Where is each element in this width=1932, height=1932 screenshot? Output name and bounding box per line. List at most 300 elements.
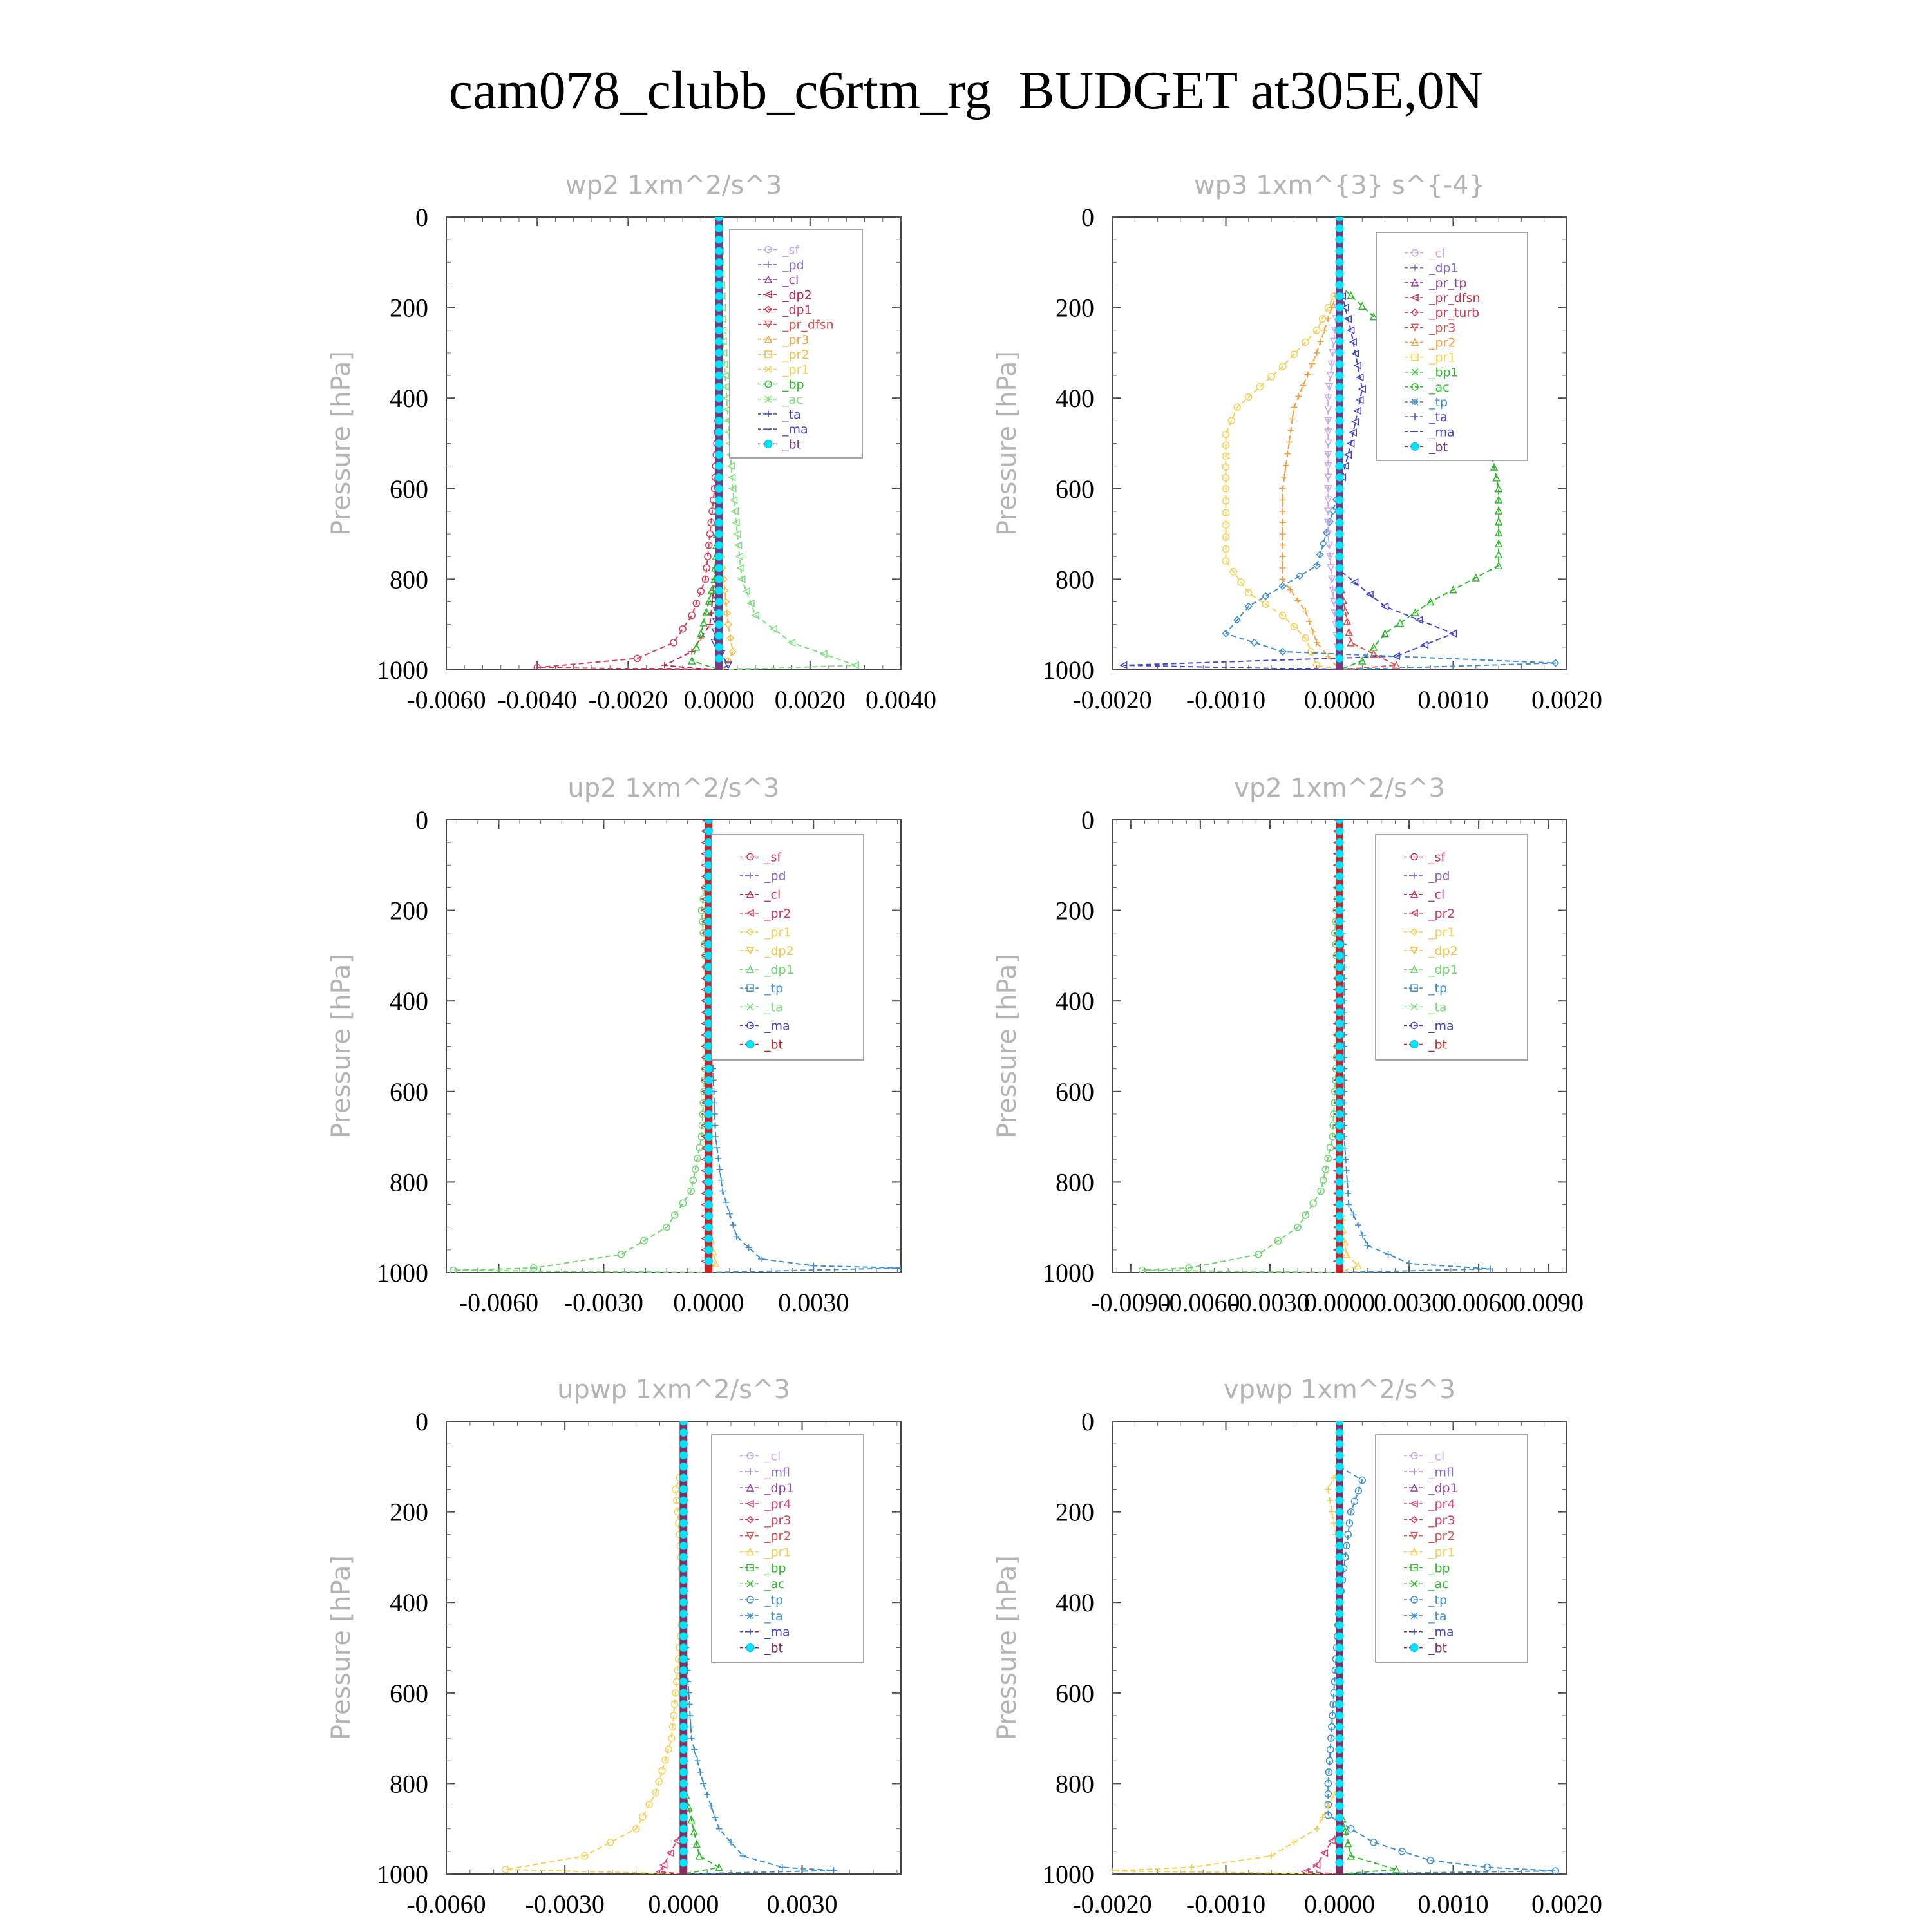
legend-marker bbox=[1410, 1040, 1418, 1048]
data-point bbox=[716, 1826, 723, 1832]
y-axis-label: Pressure [hPa] bbox=[327, 351, 356, 536]
data-point bbox=[715, 327, 723, 334]
data-point bbox=[1336, 440, 1343, 448]
data-point bbox=[1336, 564, 1343, 572]
legend bbox=[1376, 835, 1528, 1060]
data-point bbox=[1289, 415, 1296, 422]
panel-3 bbox=[327, 773, 904, 1317]
legend-entry: _tp bbox=[1429, 395, 1448, 410]
x-tick-label: 0.0000 bbox=[683, 685, 755, 714]
data-point bbox=[679, 1723, 687, 1731]
legend-entry: _pr1 bbox=[764, 1545, 791, 1560]
data-point bbox=[715, 258, 723, 266]
data-point bbox=[1189, 1864, 1195, 1870]
y-axis-label: Pressure [hPa] bbox=[327, 954, 356, 1139]
data-point bbox=[898, 1265, 904, 1271]
panel-6 bbox=[992, 1375, 1602, 1918]
data-point bbox=[679, 1621, 687, 1629]
data-point bbox=[1280, 520, 1286, 526]
data-point bbox=[1336, 1088, 1343, 1095]
legend-entry: _ac bbox=[1429, 380, 1450, 395]
legend-entry: _pr3 bbox=[1429, 321, 1456, 336]
y-tick-label: 200 bbox=[390, 896, 428, 925]
data-point bbox=[679, 1667, 687, 1674]
data-point bbox=[1336, 292, 1343, 300]
legend-entry: _bp bbox=[764, 1561, 786, 1576]
data-point bbox=[679, 1814, 687, 1821]
x-tick-label: 0.0060 bbox=[1443, 1288, 1515, 1317]
panel-5 bbox=[327, 1375, 901, 1918]
legend-entry: _dp2 bbox=[782, 288, 812, 303]
data-point bbox=[715, 496, 723, 504]
data-point bbox=[1336, 236, 1343, 243]
data-point bbox=[679, 1712, 687, 1719]
data-point bbox=[1325, 1803, 1331, 1810]
y-tick-label: 400 bbox=[390, 987, 428, 1016]
legend bbox=[1376, 1435, 1528, 1662]
data-point bbox=[1336, 1848, 1343, 1855]
x-tick-label: 0.0000 bbox=[673, 1288, 744, 1317]
panel-title: vp2 1xm^2/s^3 bbox=[1234, 773, 1445, 803]
data-point bbox=[1280, 565, 1286, 571]
data-point bbox=[1336, 1257, 1343, 1265]
data-point bbox=[1336, 315, 1343, 323]
legend-entry: _ac bbox=[1428, 1577, 1449, 1592]
y-tick-label: 200 bbox=[1056, 896, 1094, 925]
data-point bbox=[1336, 1485, 1343, 1493]
data-point bbox=[1336, 428, 1343, 436]
data-point bbox=[672, 1212, 678, 1218]
legend-entry: _bp1 bbox=[1429, 365, 1459, 380]
y-tick-label: 1000 bbox=[1043, 1860, 1094, 1889]
legend bbox=[730, 229, 862, 458]
data-point bbox=[679, 1598, 687, 1606]
panel-title: upwp 1xm^2/s^3 bbox=[557, 1375, 790, 1405]
data-point bbox=[1336, 838, 1343, 846]
y-axis-label: Pressure [hPa] bbox=[992, 954, 1022, 1139]
legend-entry: _dp1 bbox=[1428, 1481, 1458, 1496]
data-point bbox=[679, 626, 686, 632]
data-point bbox=[1336, 1825, 1343, 1833]
data-point bbox=[1262, 593, 1269, 600]
data-point bbox=[1348, 639, 1354, 646]
data-point bbox=[1336, 1235, 1343, 1242]
legend-marker bbox=[1411, 1613, 1417, 1619]
data-point bbox=[1336, 1633, 1343, 1640]
y-tick-label: 400 bbox=[390, 384, 428, 413]
data-point bbox=[700, 1780, 706, 1786]
data-point bbox=[1336, 360, 1343, 368]
data-point bbox=[679, 1768, 687, 1776]
data-point bbox=[715, 417, 723, 424]
legend-entry: _pr_dfsn bbox=[1429, 291, 1481, 305]
data-point bbox=[718, 1177, 724, 1184]
data-point bbox=[1336, 1110, 1343, 1118]
legend-entry: _pr2 bbox=[764, 906, 791, 921]
data-point bbox=[1336, 451, 1343, 459]
data-point bbox=[1336, 609, 1343, 617]
series-line-pr1 bbox=[1112, 1466, 1340, 1874]
data-point bbox=[715, 609, 723, 617]
data-point bbox=[679, 1644, 687, 1652]
panel-1 bbox=[327, 171, 936, 714]
y-tick-label: 800 bbox=[1056, 1168, 1094, 1197]
x-tick-label: -0.0030 bbox=[525, 1889, 605, 1918]
data-point bbox=[1336, 1531, 1343, 1539]
series-line-tp bbox=[1226, 489, 1556, 670]
data-point bbox=[705, 1133, 712, 1141]
legend-entry: _pr4 bbox=[764, 1497, 791, 1511]
data-point bbox=[1283, 462, 1289, 469]
data-point bbox=[679, 1633, 687, 1640]
legend-entry: _tp bbox=[764, 981, 784, 996]
data-point bbox=[679, 1508, 687, 1516]
legend-entry: _dp2 bbox=[764, 944, 794, 958]
legend-entry: _pr2 bbox=[782, 348, 810, 363]
data-point bbox=[1280, 363, 1286, 370]
data-point bbox=[717, 1166, 723, 1173]
data-point bbox=[679, 1564, 687, 1572]
data-point bbox=[705, 1122, 712, 1130]
data-point bbox=[1329, 1837, 1335, 1844]
data-point bbox=[1329, 1509, 1335, 1515]
data-point bbox=[1355, 1222, 1361, 1228]
legend-entry: _dp2 bbox=[1428, 944, 1458, 958]
data-point bbox=[715, 462, 723, 470]
data-point bbox=[1336, 519, 1343, 527]
data-point bbox=[697, 588, 704, 594]
data-point bbox=[1291, 404, 1297, 410]
y-tick-label: 0 bbox=[1081, 806, 1094, 835]
data-point bbox=[1336, 1519, 1343, 1527]
data-point bbox=[1336, 496, 1343, 504]
data-point bbox=[679, 1746, 687, 1754]
data-point bbox=[1280, 497, 1286, 503]
data-point bbox=[1336, 1212, 1343, 1220]
data-point bbox=[1336, 281, 1343, 289]
data-point bbox=[1305, 372, 1311, 378]
legend-entry: _bt bbox=[782, 437, 802, 452]
data-point bbox=[831, 1867, 837, 1873]
data-point bbox=[1336, 997, 1343, 1005]
y-tick-label: 200 bbox=[1056, 293, 1094, 323]
legend-entry: _pd bbox=[782, 258, 804, 272]
data-point bbox=[715, 621, 723, 629]
legend-entry: _ta bbox=[1428, 1000, 1447, 1015]
data-point bbox=[1280, 553, 1286, 560]
data-point bbox=[701, 620, 707, 626]
series-line-dp1 bbox=[453, 865, 708, 1273]
y-tick-label: 1000 bbox=[377, 1860, 428, 1889]
legend-entry: _pr_tp bbox=[1429, 276, 1467, 290]
legend-entry: _cl bbox=[782, 273, 799, 288]
data-point bbox=[670, 639, 677, 646]
data-point bbox=[1295, 393, 1302, 399]
data-point bbox=[1325, 406, 1331, 413]
legend-entry: _ta bbox=[764, 1000, 783, 1015]
data-point bbox=[1336, 907, 1343, 914]
data-point bbox=[705, 1257, 712, 1265]
panel-4 bbox=[992, 773, 1584, 1317]
x-tick-label: -0.0020 bbox=[1072, 1889, 1152, 1918]
data-point bbox=[1336, 1587, 1343, 1595]
panel-title: wp3 1xm^{3} s^{-4} bbox=[1193, 171, 1486, 200]
data-point bbox=[1336, 929, 1343, 937]
data-point bbox=[679, 1848, 687, 1855]
legend-entry: _pr3 bbox=[782, 332, 810, 347]
x-tick-label: 0.0020 bbox=[774, 685, 846, 714]
data-point bbox=[1318, 338, 1324, 345]
data-point bbox=[715, 643, 723, 651]
data-point bbox=[1352, 1498, 1358, 1504]
data-point bbox=[691, 1747, 697, 1753]
data-point bbox=[1336, 816, 1343, 824]
data-point bbox=[1336, 884, 1343, 891]
data-point bbox=[715, 304, 723, 312]
data-point bbox=[688, 1724, 694, 1730]
legend-entry: _dp1 bbox=[1428, 963, 1458, 978]
data-point bbox=[679, 1678, 687, 1685]
data-point bbox=[1345, 1202, 1352, 1208]
data-point bbox=[694, 1757, 701, 1764]
x-tick-label: 0.0000 bbox=[1304, 1288, 1375, 1317]
data-point bbox=[1325, 1486, 1331, 1492]
data-point bbox=[1336, 1712, 1343, 1719]
y-tick-label: 600 bbox=[390, 474, 428, 504]
data-point bbox=[1223, 558, 1229, 564]
data-point bbox=[715, 654, 723, 662]
data-point bbox=[705, 1235, 712, 1242]
legend-entry: _bt bbox=[1428, 1641, 1448, 1656]
data-point bbox=[1336, 1065, 1343, 1073]
data-point bbox=[1336, 1452, 1343, 1459]
data-point bbox=[696, 1853, 703, 1859]
legend-entry: _bt bbox=[1429, 440, 1448, 455]
data-point bbox=[1336, 1167, 1343, 1175]
legend-marker bbox=[1412, 399, 1418, 405]
data-point bbox=[679, 1689, 687, 1697]
data-point bbox=[1336, 1757, 1343, 1765]
data-point bbox=[679, 1429, 687, 1437]
data-point bbox=[1336, 1746, 1343, 1754]
legend-entry: _pd bbox=[764, 869, 786, 884]
x-tick-label: 0.0000 bbox=[1304, 685, 1375, 714]
data-point bbox=[1280, 486, 1286, 492]
data-point bbox=[679, 1836, 687, 1844]
data-point bbox=[1336, 213, 1343, 221]
data-point bbox=[679, 1417, 687, 1425]
legend-entry: _cl bbox=[764, 887, 781, 902]
legend-entry: _ma bbox=[1428, 1625, 1454, 1640]
data-point bbox=[1336, 383, 1343, 391]
data-point bbox=[1327, 1497, 1333, 1504]
data-point bbox=[752, 612, 759, 619]
y-tick-label: 600 bbox=[1056, 474, 1094, 504]
data-point bbox=[679, 1757, 687, 1765]
legend-entry: _pr3 bbox=[1428, 1513, 1455, 1528]
y-tick-label: 400 bbox=[390, 1588, 428, 1618]
data-point bbox=[1336, 1610, 1343, 1618]
data-point bbox=[639, 1814, 646, 1820]
data-point bbox=[1336, 895, 1343, 903]
x-tick-label: -0.0030 bbox=[1230, 1288, 1310, 1317]
data-point bbox=[679, 1803, 687, 1810]
x-tick-label: 0.0030 bbox=[1374, 1288, 1445, 1317]
y-axis-label: Pressure [hPa] bbox=[992, 1555, 1022, 1740]
legend-entry: _pr1 bbox=[1428, 1545, 1455, 1560]
data-point bbox=[1296, 573, 1303, 579]
x-tick-label: 0.0030 bbox=[766, 1889, 838, 1918]
x-tick-label: -0.0060 bbox=[459, 1288, 539, 1317]
data-point bbox=[1286, 439, 1293, 445]
y-tick-label: 400 bbox=[1056, 1588, 1094, 1618]
legend-entry: _bt bbox=[764, 1037, 784, 1052]
x-tick-label: -0.0030 bbox=[564, 1288, 644, 1317]
data-point bbox=[715, 428, 723, 436]
data-point bbox=[1336, 873, 1343, 880]
data-point bbox=[679, 1474, 687, 1482]
legend-entry: _cl bbox=[1429, 246, 1446, 261]
x-tick-label: -0.0010 bbox=[1186, 685, 1266, 714]
data-point bbox=[1336, 1009, 1343, 1016]
data-point bbox=[679, 1200, 686, 1206]
y-tick-label: 1000 bbox=[377, 656, 428, 685]
legend-entry: _ma bbox=[782, 422, 808, 437]
legend-entry: _ta bbox=[1428, 1609, 1447, 1624]
data-point bbox=[712, 1133, 719, 1140]
data-point bbox=[743, 588, 750, 594]
data-point bbox=[1287, 427, 1294, 433]
data-point bbox=[1343, 1168, 1350, 1174]
legend-entry: _pr2 bbox=[764, 1529, 791, 1544]
data-point bbox=[705, 1144, 712, 1152]
data-point bbox=[679, 1779, 687, 1787]
legend-marker bbox=[1410, 1644, 1418, 1652]
data-point bbox=[715, 372, 723, 379]
legend-entry: _pr4 bbox=[1428, 1497, 1455, 1511]
y-tick-label: 200 bbox=[1056, 1497, 1094, 1527]
x-tick-label: -0.0020 bbox=[588, 685, 668, 714]
data-point bbox=[1268, 374, 1274, 380]
data-point bbox=[1336, 270, 1343, 278]
data-point bbox=[1336, 1859, 1343, 1866]
series-line-pr1 bbox=[506, 1466, 683, 1874]
data-point bbox=[715, 542, 723, 549]
legend-entry: _tp bbox=[1428, 981, 1448, 996]
data-point bbox=[1109, 1868, 1115, 1874]
legend bbox=[712, 1435, 864, 1662]
legend-entry: _sf bbox=[764, 850, 782, 865]
data-point bbox=[1336, 1246, 1343, 1254]
data-point bbox=[1336, 1836, 1343, 1844]
data-point bbox=[1336, 1155, 1343, 1163]
data-point bbox=[1336, 587, 1343, 594]
x-tick-label: -0.0020 bbox=[1072, 685, 1152, 714]
data-point bbox=[1336, 1417, 1343, 1425]
legend-entry: _cl bbox=[764, 1449, 781, 1464]
data-point bbox=[679, 1485, 687, 1493]
legend-entry: _dp1 bbox=[782, 303, 812, 317]
data-point bbox=[715, 360, 723, 368]
legend-entry: _tp bbox=[1428, 1593, 1448, 1608]
data-point bbox=[1336, 1734, 1343, 1742]
x-tick-label: 0.0020 bbox=[1531, 685, 1602, 714]
data-point bbox=[1294, 597, 1301, 603]
data-point bbox=[1336, 1019, 1343, 1027]
data-point bbox=[715, 530, 723, 538]
data-point bbox=[1251, 639, 1258, 646]
data-point bbox=[1336, 542, 1343, 549]
legend-entry: _bt bbox=[764, 1641, 784, 1656]
data-point bbox=[661, 1862, 667, 1868]
data-point bbox=[679, 1734, 687, 1742]
data-point bbox=[679, 1655, 687, 1663]
legend-entry: _pr1 bbox=[1428, 925, 1455, 940]
data-point bbox=[705, 1201, 712, 1209]
legend-marker bbox=[765, 396, 772, 402]
data-point bbox=[1336, 485, 1343, 493]
data-point bbox=[1336, 575, 1343, 583]
data-point bbox=[1321, 327, 1327, 334]
data-point bbox=[1336, 1099, 1343, 1106]
y-tick-label: 0 bbox=[1081, 1407, 1094, 1436]
y-tick-label: 1000 bbox=[1043, 656, 1094, 685]
data-point bbox=[1281, 474, 1287, 480]
data-point bbox=[1310, 1200, 1316, 1206]
legend-entry: _dp1 bbox=[764, 1481, 794, 1496]
legend-marker bbox=[746, 1644, 754, 1652]
data-point bbox=[719, 1188, 726, 1194]
data-point bbox=[715, 236, 723, 243]
legend-entry: _sf bbox=[1428, 850, 1446, 865]
data-point bbox=[679, 1576, 687, 1584]
data-point bbox=[1336, 1803, 1343, 1810]
data-point bbox=[705, 1065, 712, 1073]
data-point bbox=[1336, 1564, 1343, 1572]
data-point bbox=[1336, 327, 1343, 334]
data-point bbox=[679, 1497, 687, 1504]
data-point bbox=[688, 1735, 695, 1741]
panel-title: wp2 1xm^2/s^3 bbox=[565, 171, 782, 200]
y-tick-label: 800 bbox=[390, 1168, 428, 1197]
data-point bbox=[705, 1167, 712, 1175]
y-tick-label: 1000 bbox=[377, 1258, 428, 1287]
data-point bbox=[1309, 361, 1316, 367]
data-point bbox=[679, 1542, 687, 1549]
data-point bbox=[712, 1814, 718, 1821]
data-point bbox=[1336, 1133, 1343, 1141]
data-point bbox=[1336, 598, 1343, 606]
y-tick-label: 200 bbox=[390, 293, 428, 323]
x-tick-label: 0.0000 bbox=[648, 1889, 719, 1918]
data-point bbox=[715, 553, 723, 560]
data-point bbox=[1314, 1826, 1320, 1832]
legend-entry: _pr2 bbox=[1428, 906, 1455, 921]
y-tick-label: 400 bbox=[1056, 384, 1094, 413]
data-point bbox=[1336, 1779, 1343, 1787]
data-point bbox=[1336, 394, 1343, 402]
data-point bbox=[715, 281, 723, 289]
data-point bbox=[705, 1178, 712, 1186]
data-point bbox=[779, 1864, 786, 1870]
data-point bbox=[1336, 1542, 1343, 1549]
data-point bbox=[714, 1144, 720, 1151]
legend-entry: _pr2 bbox=[1428, 1529, 1455, 1544]
data-point bbox=[730, 1222, 736, 1228]
x-tick-label: -0.0040 bbox=[497, 685, 577, 714]
y-tick-label: 800 bbox=[390, 1769, 428, 1799]
data-point bbox=[810, 1262, 817, 1269]
